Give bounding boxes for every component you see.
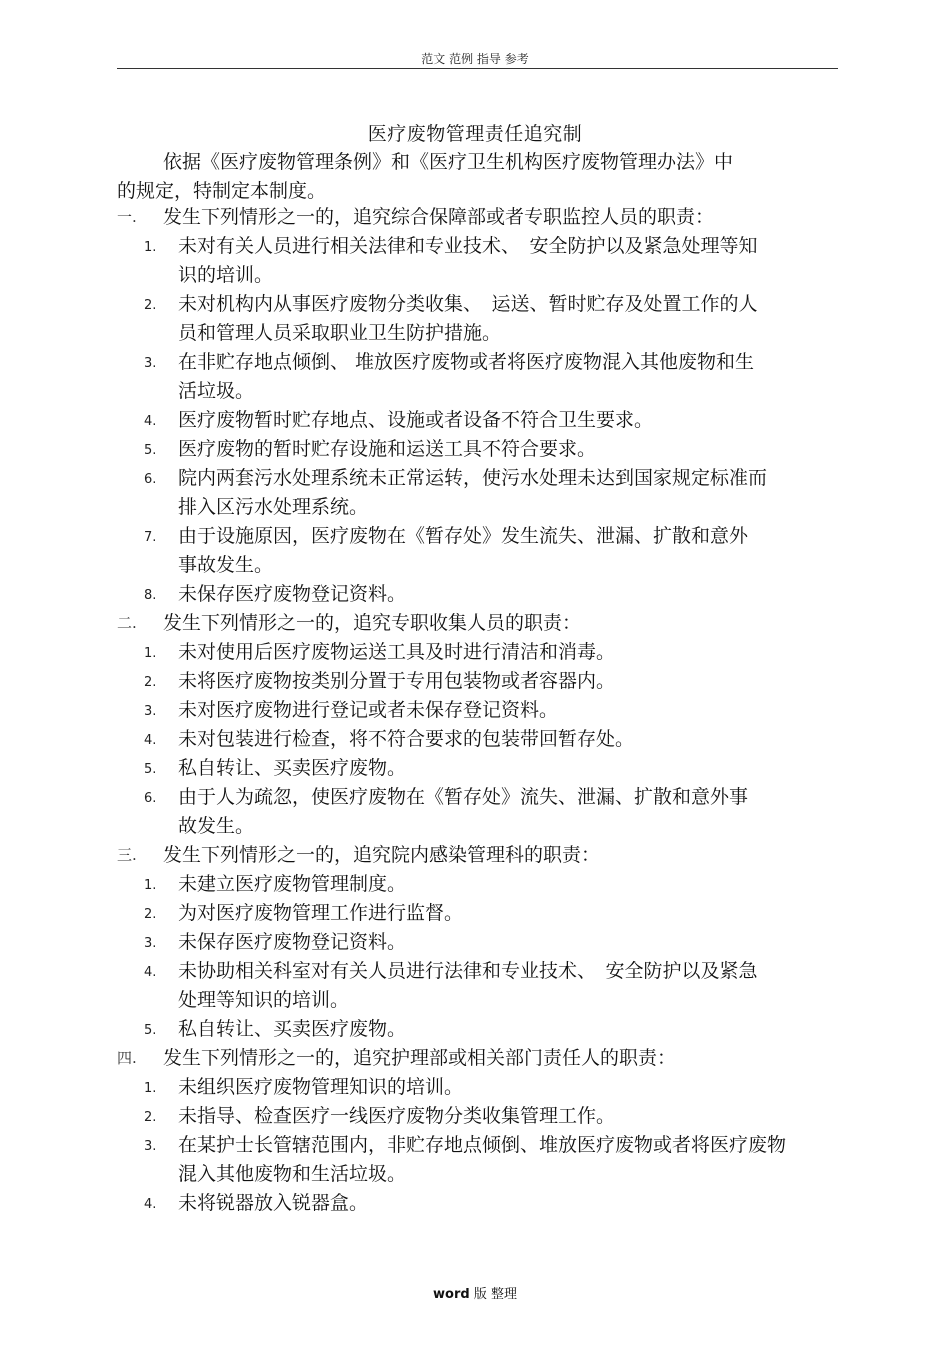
list-item-line: 医疗废物的暂时贮存设施和运送工具不符合要求。 [178, 438, 597, 460]
list-item-line: 未对使用后医疗废物运送工具及时进行清洁和消毒。 [178, 641, 616, 663]
list-item-number: 5. [144, 1023, 157, 1038]
list-item [117, 522, 842, 580]
list-item [117, 232, 842, 290]
list-item-number: 3. [144, 704, 157, 719]
list-item [117, 435, 842, 464]
list-item-line: 处理等知识的培训。 [178, 989, 350, 1011]
list-item-line: 由于设施原因，医疗废物在《暂存处》发生流失、泄漏、扩散和意外 [178, 525, 749, 547]
section-number: 一. [117, 208, 137, 226]
list-item-number: 8. [144, 588, 157, 603]
list-item-line: 排入区污水处理系统。 [178, 496, 369, 518]
list-item-text [178, 1131, 842, 1189]
list-item [117, 870, 842, 899]
list-item-line: 在某护士长管辖范围内，非贮存地点倾倒、堆放医疗废物或者将医疗废物 [178, 1134, 787, 1156]
list-item-text [178, 1073, 842, 1102]
list-item-line: 员和管理人员采取职业卫生防护措施。 [178, 322, 502, 344]
list-item-number: 4. [144, 733, 157, 748]
list-item-line: 未对包装进行检查，将不符合要求的包装带回暂存处。 [178, 728, 635, 750]
list-item-line: 未组织医疗废物管理知识的培训。 [178, 1076, 464, 1098]
section [117, 1044, 842, 1218]
list-item [117, 1131, 842, 1189]
section-heading-text: 发生下列情形之一的，追究护理部或相关部门责任人的职责： [163, 1047, 677, 1069]
list-item-number: 3. [144, 356, 157, 371]
list-item-text [178, 348, 842, 406]
list-item-line: 活垃圾。 [178, 380, 255, 402]
document-title: 医疗废物管理责任追究制 [367, 123, 583, 145]
list-item-line: 故发生。 [178, 815, 255, 837]
section [117, 609, 842, 841]
section-number: 四. [117, 1049, 137, 1067]
list-item-line: 私自转让、买卖医疗废物。 [178, 1018, 407, 1040]
list-item-line: 混入其他废物和生活垃圾。 [178, 1163, 407, 1185]
list-item [117, 1102, 842, 1131]
list-item-text [178, 696, 842, 725]
list-item-number: 3. [144, 936, 157, 951]
section [117, 203, 842, 609]
footer-word: word [433, 1287, 470, 1302]
list-item-line: 未指导、检查医疗一线医疗废物分类收集管理工作。 [178, 1105, 616, 1127]
header-divider [117, 68, 838, 69]
list-item-number: 5. [144, 443, 157, 458]
list-item-line: 未建立医疗废物管理制度。 [178, 873, 407, 895]
list-item-number: 3. [144, 1139, 157, 1154]
section-heading [117, 609, 842, 638]
page-header: 范文 范例 指导 参考 [421, 52, 529, 66]
list-item [117, 290, 842, 348]
list-item [117, 725, 842, 754]
list-item [117, 348, 842, 406]
list-item-line: 由于人为疏忽，使医疗废物在《暂存处》流失、泄漏、扩散和意外事 [178, 786, 749, 808]
list-item-number: 4. [144, 414, 157, 429]
list-item [117, 696, 842, 725]
list-item-number: 2. [144, 675, 157, 690]
list-item-number: 1. [144, 240, 157, 255]
list-item-number: 6. [144, 472, 157, 487]
intro-line-1: 依据《医疗废物管理条例》和《医疗卫生机构医疗废物管理办法》中 [163, 151, 734, 173]
list-item-text [178, 464, 842, 522]
list-item-text [178, 638, 842, 667]
list-item-line: 未保存医疗废物登记资料。 [178, 931, 407, 953]
list-item-number: 2. [144, 298, 157, 313]
list-item-line: 未对机构内从事医疗废物分类收集、 运送、暂时贮存及处置工作的人 [178, 293, 758, 315]
list-item [117, 464, 842, 522]
list-item-line: 未对有关人员进行相关法律和专业技术、 安全防护以及紧急处理等知 [178, 235, 758, 257]
list-item-line: 未将医疗废物按类别分置于专用包装物或者容器内。 [178, 670, 616, 692]
intro-line-2: 的规定，特制定本制度。 [117, 180, 327, 202]
list-item-number: 4. [144, 1197, 157, 1212]
list-item-text [178, 435, 842, 464]
list-item [117, 1073, 842, 1102]
list-item [117, 928, 842, 957]
list-item-number: 2. [144, 907, 157, 922]
list-item-text [178, 290, 842, 348]
list-item [117, 899, 842, 928]
page-footer [0, 1283, 950, 1302]
section-heading [117, 203, 842, 232]
list-item-text [178, 957, 842, 1015]
list-item-number: 7. [144, 530, 157, 545]
list-item [117, 783, 842, 841]
document-body [117, 203, 842, 1218]
section-number: 三. [117, 846, 137, 864]
intro-paragraph [117, 148, 837, 206]
list-item-line: 医疗废物暂时贮存地点、设施或者设备不符合卫生要求。 [178, 409, 654, 431]
list-item-text [178, 928, 842, 957]
list-item [117, 580, 842, 609]
list-item-line: 私自转让、买卖医疗废物。 [178, 757, 407, 779]
list-item-text [178, 1015, 842, 1044]
list-item-line: 为对医疗废物管理工作进行监督。 [178, 902, 464, 924]
list-item [117, 957, 842, 1015]
list-item-line: 在非贮存地点倾倒、 堆放医疗废物或者将医疗废物混入其他废物和生 [178, 351, 755, 373]
list-item [117, 667, 842, 696]
list-item-text [178, 754, 842, 783]
list-item-line: 院内两套污水处理系统未正常运转，使污水处理未达到国家规定标准而 [178, 467, 768, 489]
section-heading [117, 1044, 842, 1073]
list-item-number: 4. [144, 965, 157, 980]
section-heading-text: 发生下列情形之一的，追究专职收集人员的职责： [163, 612, 582, 634]
list-item-text [178, 899, 842, 928]
list-item-text [178, 725, 842, 754]
list-item-text [178, 232, 842, 290]
list-item-line: 未将锐器放入锐器盒。 [178, 1192, 369, 1214]
list-item-number: 2. [144, 1110, 157, 1125]
section-heading-text: 发生下列情形之一的，追究综合保障部或者专职监控人员的职责： [163, 206, 715, 228]
list-item-number: 5. [144, 762, 157, 777]
list-item-line: 识的培训。 [178, 264, 274, 286]
list-item-text [178, 522, 842, 580]
list-item-text [178, 667, 842, 696]
list-item-text [178, 1102, 842, 1131]
list-item-text [178, 870, 842, 899]
section-number: 二. [117, 614, 137, 632]
list-item-line: 未协助相关科室对有关人员进行法律和专业技术、 安全防护以及紧急 [178, 960, 758, 982]
list-item [117, 1189, 842, 1218]
list-item-number: 1. [144, 646, 157, 661]
section-heading [117, 841, 842, 870]
section [117, 841, 842, 1044]
list-item-line: 未保存医疗废物登记资料。 [178, 583, 407, 605]
list-item-text [178, 406, 842, 435]
list-item [117, 406, 842, 435]
list-item-line: 事故发生。 [178, 554, 274, 576]
section-heading-text: 发生下列情形之一的，追究院内感染管理科的职责： [163, 844, 601, 866]
list-item-number: 1. [144, 878, 157, 893]
list-item-text [178, 580, 842, 609]
list-item-number: 6. [144, 791, 157, 806]
list-item-text [178, 1189, 842, 1218]
list-item [117, 754, 842, 783]
footer-text: 版 整理 [469, 1287, 517, 1302]
list-item-line: 未对医疗废物进行登记或者未保存登记资料。 [178, 699, 559, 721]
list-item-text [178, 783, 842, 841]
list-item [117, 1015, 842, 1044]
list-item [117, 638, 842, 667]
list-item-number: 1. [144, 1081, 157, 1096]
